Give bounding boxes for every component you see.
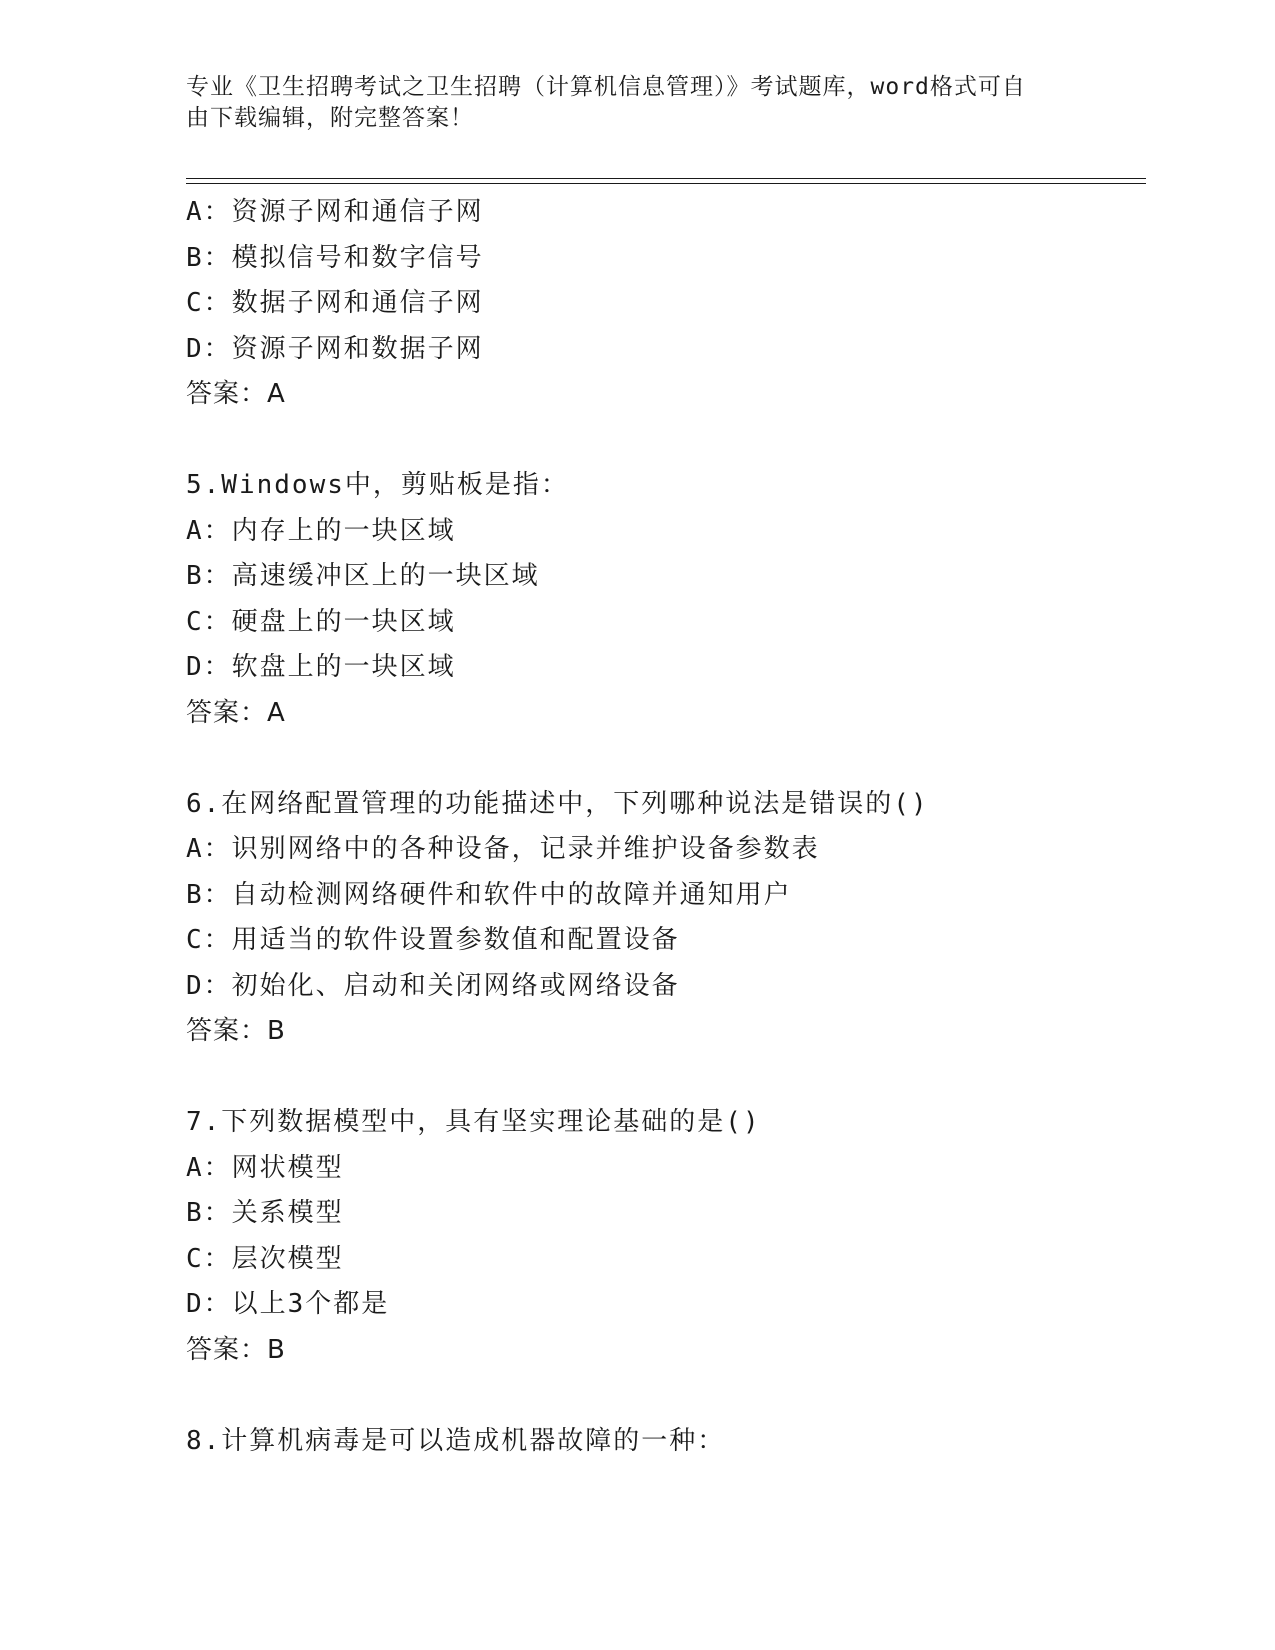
option-c: C：硬盘上的一块区域 [186, 606, 456, 637]
question-text: 7.下列数据模型中，具有坚实理论基础的是() [186, 1107, 761, 1137]
header-line-2: 由下载编辑，附完整答案！ [186, 105, 474, 131]
option-d: D：以上3个都是 [186, 1289, 390, 1319]
question-text: 5.Windows中，剪贴板是指： [186, 470, 569, 500]
option-b: B：自动检测网络硬件和软件中的故障并通知用户 [186, 879, 792, 910]
option-a: A：资源子网和通信子网 [186, 197, 484, 227]
question-block-5 [186, 463, 1146, 736]
question-text: 8.计算机病毒是可以造成机器故障的一种： [186, 1425, 726, 1456]
spacer [186, 736, 1146, 782]
option-c: C：层次模型 [186, 1243, 344, 1274]
option-a: A：网状模型 [186, 1152, 344, 1183]
answer: 答案：B [186, 1016, 286, 1046]
option-d: D：资源子网和数据子网 [186, 333, 484, 364]
option-b: B：关系模型 [186, 1198, 344, 1228]
question-block-7 [186, 1100, 1146, 1373]
option-b: B：高速缓冲区上的一块区域 [186, 561, 540, 591]
question-block-4 [186, 190, 1146, 418]
document-header [186, 72, 1066, 134]
spacer [186, 1055, 1146, 1101]
option-a: A：内存上的一块区域 [186, 515, 456, 546]
question-block-6 [186, 782, 1146, 1055]
option-d: D：软盘上的一块区域 [186, 652, 456, 682]
question-list [186, 190, 1146, 1464]
option-d: D：初始化、启动和关闭网络或网络设备 [186, 970, 680, 1001]
spacer [186, 1373, 1146, 1419]
header-line-1: 专业《卫生招聘考试之卫生招聘（计算机信息管理）》考试题库，word格式可自 [186, 74, 1026, 100]
option-a: A：识别网络中的各种设备，记录并维护设备参数表 [186, 834, 820, 864]
spacer [186, 418, 1146, 464]
option-b: B：模拟信号和数字信号 [186, 242, 484, 273]
header-divider-bottom [186, 183, 1146, 184]
answer: 答案：A [186, 379, 286, 409]
option-c: C：用适当的软件设置参数值和配置设备 [186, 925, 680, 955]
question-block-8 [186, 1419, 1146, 1465]
question-text: 6.在网络配置管理的功能描述中，下列哪种说法是错误的() [186, 788, 929, 819]
option-c: C：数据子网和通信子网 [186, 288, 484, 318]
header-divider-top [186, 178, 1146, 179]
answer: 答案：B [186, 1334, 286, 1365]
answer: 答案：A [186, 697, 286, 728]
